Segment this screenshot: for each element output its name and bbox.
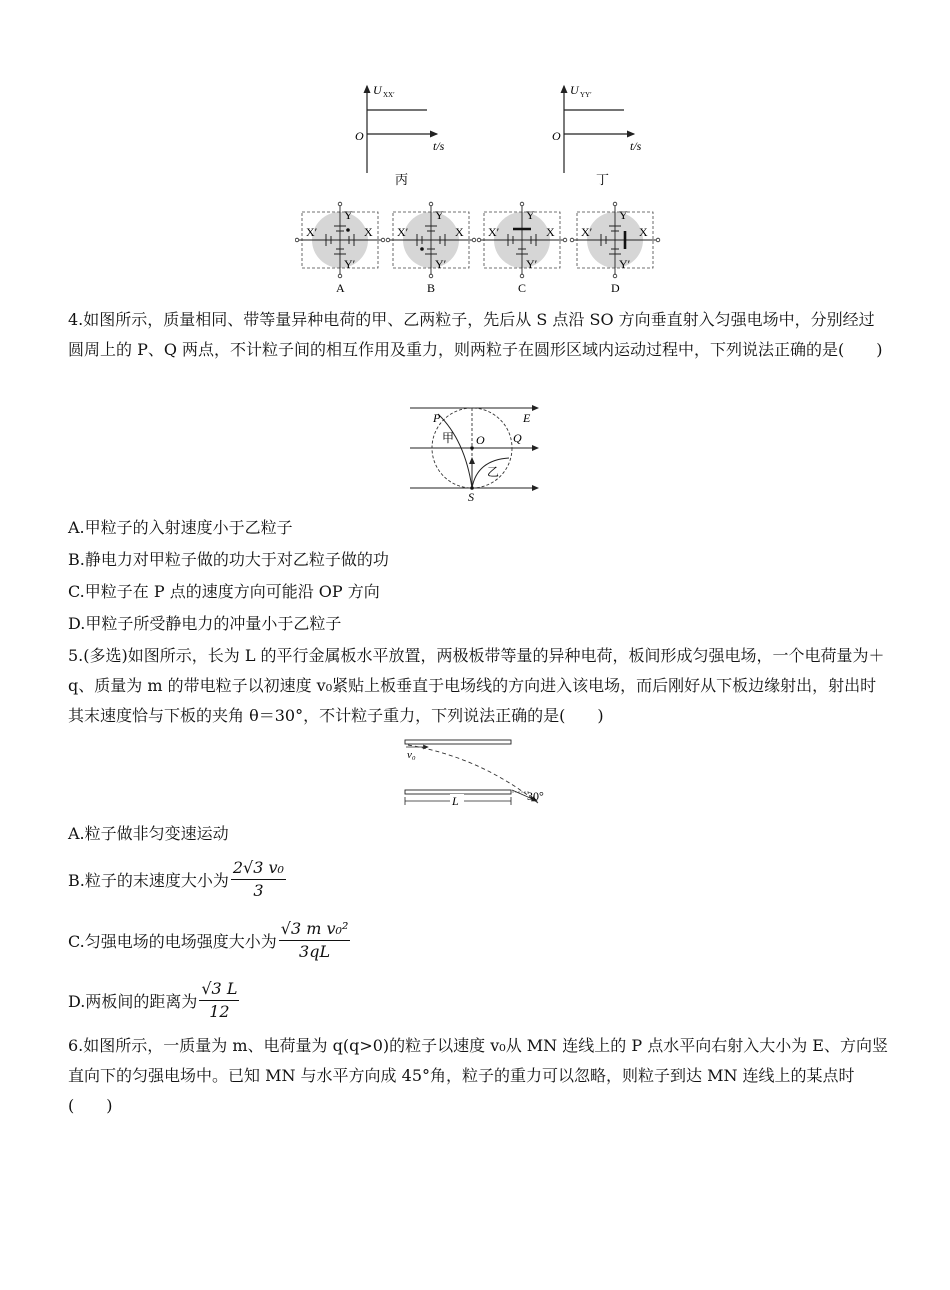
graph-bing-ysub: XX′ [383,91,395,99]
screen-b-x: X [455,225,464,239]
q4-fig-q: Q [513,431,522,445]
graph-bing-ylabel: U [373,83,382,97]
screen-a-x: X [364,225,373,239]
screen-b-yp: Y′ [435,257,447,271]
q5-option-b-den: 3 [253,881,264,900]
q5-option-d-fraction [199,978,239,1023]
graph-bing-caption: 丙 [395,173,409,188]
q5-fig-v0: v₀ [407,749,416,761]
graph-bing-origin: O [355,129,364,143]
q4-option-c: C.甲粒子在 P 点的速度方向可能沿 OP 方向 [68,582,380,601]
graph-ding-caption: 丁 [596,173,610,188]
screen-a-caption: A [336,281,345,295]
q4-fig-p: P [433,411,441,425]
q4-fig-s: S [468,490,474,504]
q5-option-c-num: √3 m v₀² [279,918,351,941]
graph-ding-xlabel: t/s [630,139,642,153]
q5-fig-l: L [452,794,459,808]
q4-stem: 4.如图所示，质量相同、带等量异种电荷的甲、乙两粒子，先后从 S 点沿 SO 方向垂直射入匀强电场中，分别经过圆周上的 P、Q 两点，不计粒子间的相互作用及重力，则两粒子在圆形区域内运动过程中，下列说法正确的是( ) [68,310,883,359]
q5-option-b-fraction [231,857,286,902]
q5-option-c-prefix: C.匀强电场的电场强度大小为 [68,932,277,951]
q6-stem: 6.如图所示，一质量为 m、电荷量为 q(q>0)的粒子以速度 v₀从 MN 连线上的 P 点水平向右射入大小为 E、方向竖直向下的匀强电场中。已知 MN 与水平方向成 45°角，粒子的重力可以忽略，则粒子到达 MN 连线上的某点时( ) [68,1036,888,1115]
q5-option-d-num: √3 L [199,978,239,1001]
screen-a-yp: Y′ [344,257,356,271]
graph-ding [542,80,662,190]
screen-c-y: Y [526,208,535,222]
q4-fig-yi: 乙 [487,465,500,479]
q5-option-d [68,978,239,1023]
screen-d-x: X [639,225,648,239]
screen-b [386,202,476,295]
q5-option-b-num: 2√3 v₀ [231,857,286,880]
screen-a-xp: X′ [306,225,318,239]
graph-bing-xlabel: t/s [433,139,445,153]
q4-option-d: D.甲粒子所受静电力的冲量小于乙粒子 [68,614,342,633]
screens-figure [295,200,665,295]
q4-option-a: A.甲粒子的入射速度小于乙粒子 [68,518,293,537]
q5-option-a: A.粒子做非匀变速运动 [68,824,229,843]
screen-c-xp: X′ [488,225,500,239]
graph-ding-ylabel: U [570,83,579,97]
q5-figure [400,735,560,810]
q5-option-b-prefix: B.粒子的末速度大小为 [68,871,229,890]
q5-option-b [68,857,286,902]
screen-d-yp: Y′ [619,257,631,271]
q4-fig-o: O [476,433,485,447]
screen-c-caption: C [518,281,527,295]
screen-b-y: Y [435,208,444,222]
screen-c [477,202,567,295]
screen-d [570,202,660,295]
q5-option-c-fraction [279,918,351,963]
graph-ding-origin: O [552,129,561,143]
q4-figure [405,400,550,505]
screen-c-yp: Y′ [526,257,538,271]
graph-ding-ysub: YY′ [580,91,592,99]
screen-b-xp: X′ [397,225,409,239]
q5-option-c [68,918,350,963]
q5-stem: 5.(多选)如图所示，长为 L 的平行金属板水平放置，两极板带等量的异种电荷，板间形成匀强电场，一个电荷量为＋q、质量为 m 的带电粒子以初速度 v₀紧贴上板垂直于电场线的方向进入该电场，而后刚好从下板边缘射出，射出时其末速度恰与下板的夹角 θ＝30°，不计粒子重力，下列说法正确的是( ) [68,646,885,725]
screen-b-caption: B [427,281,436,295]
screen-a [295,202,385,295]
q5-option-d-prefix: D.两板间的距离为 [68,992,198,1011]
screen-c-x: X [546,225,555,239]
q4-option-b: B.静电力对甲粒子做的功大于对乙粒子做的功 [68,550,389,569]
graph-bing [345,80,465,190]
q5-fig-angle: 30° [527,789,544,803]
q5-option-d-den: 12 [209,1002,230,1021]
screen-a-y: Y [344,208,353,222]
q4-fig-jia: 甲 [442,431,455,445]
screen-d-xp: X′ [581,225,593,239]
q4-fig-e: E [523,411,531,425]
q5-option-c-den: 3qL [299,942,331,961]
screen-d-caption: D [611,281,620,295]
screen-d-y: Y [619,208,628,222]
